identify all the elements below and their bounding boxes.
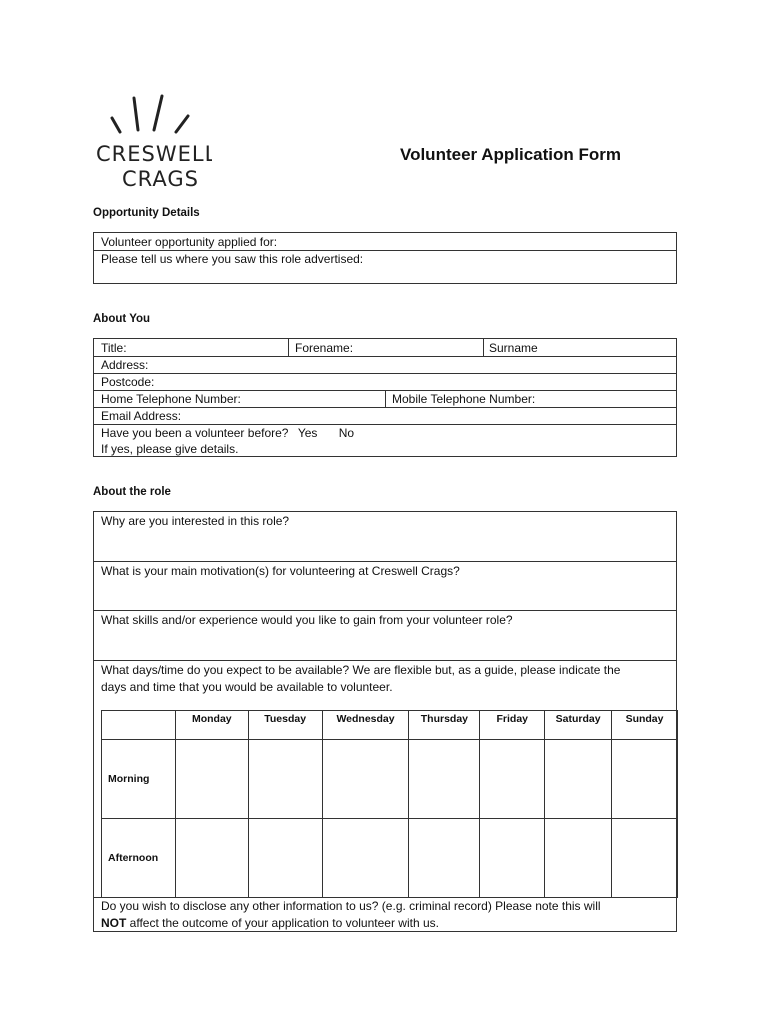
morning-saturday-cell[interactable] — [545, 740, 612, 819]
day-sunday: Sunday — [612, 711, 678, 740]
afternoon-thursday-cell[interactable] — [409, 819, 480, 898]
day-thursday: Thursday — [409, 711, 480, 740]
afternoon-sunday-cell[interactable] — [612, 819, 678, 898]
volunteer-before-question — [101, 425, 354, 441]
volunteer-before-label: Have you been a volunteer before? — [101, 426, 289, 440]
morning-sunday-cell[interactable] — [612, 740, 678, 819]
morning-label: Morning — [102, 740, 176, 819]
motivation-question[interactable]: What is your main motivation(s) for volunteering at Creswell Crags? — [101, 564, 460, 578]
opportunity-box — [93, 232, 677, 284]
postcode-field[interactable]: Postcode: — [101, 375, 155, 389]
morning-thursday-cell[interactable] — [409, 740, 480, 819]
about-you-heading: About You — [93, 313, 151, 325]
day-saturday: Saturday — [545, 711, 612, 740]
morning-friday-cell[interactable] — [480, 740, 545, 819]
morning-row — [102, 740, 678, 819]
disclose-not-emphasis: NOT — [101, 916, 127, 930]
disclose-question-line2 — [101, 915, 439, 932]
mobile-telephone-field[interactable]: Mobile Telephone Number: — [392, 392, 536, 406]
availability-table — [101, 710, 678, 898]
availability-header-row — [102, 711, 678, 740]
afternoon-saturday-cell[interactable] — [545, 819, 612, 898]
no-option[interactable]: No — [338, 426, 355, 440]
logo-line1: CRESWELL — [96, 142, 212, 166]
morning-tuesday-cell[interactable] — [248, 740, 322, 819]
page-title: Volunteer Application Form — [400, 145, 622, 164]
applied-for-field[interactable]: Volunteer opportunity applied for: — [101, 235, 278, 249]
about-you-box — [93, 338, 677, 457]
afternoon-wednesday-cell[interactable] — [322, 819, 409, 898]
title-field[interactable]: Title: — [101, 341, 127, 355]
home-telephone-field[interactable]: Home Telephone Number: — [101, 392, 241, 406]
skills-question[interactable]: What skills and/or experience would you like to gain from your volunteer role? — [101, 613, 513, 627]
afternoon-label: Afternoon — [102, 819, 176, 898]
day-wednesday: Wednesday — [322, 711, 409, 740]
disclose-line2-text: affect the outcome of your application to volunteer with us. — [126, 916, 439, 930]
interest-question[interactable]: Why are you interested in this role? — [101, 514, 290, 528]
afternoon-tuesday-cell[interactable] — [248, 819, 322, 898]
afternoon-friday-cell[interactable] — [480, 819, 545, 898]
day-friday: Friday — [480, 711, 545, 740]
creswell-crags-logo — [92, 90, 212, 195]
afternoon-monday-cell[interactable] — [175, 819, 248, 898]
availability-question-line1: What days/time do you expect to be available? We are flexible but, as a guide, please indicate the — [101, 663, 621, 677]
if-yes-details-field[interactable]: If yes, please give details. — [101, 442, 239, 456]
where-seen-field[interactable]: Please tell us where you saw this role advertised: — [101, 252, 364, 266]
afternoon-row — [102, 819, 678, 898]
about-role-box — [93, 511, 677, 932]
email-field[interactable]: Email Address: — [101, 409, 182, 423]
disclose-question-line1[interactable]: Do you wish to disclose any other information to us? (e.g. criminal record) Please note this will — [101, 899, 601, 913]
yes-option[interactable]: Yes — [297, 426, 318, 440]
availability-question-line2: days and time that you would be available to volunteer. — [101, 680, 393, 694]
day-tuesday: Tuesday — [248, 711, 322, 740]
forename-field[interactable]: Forename: — [295, 341, 354, 355]
morning-monday-cell[interactable] — [175, 740, 248, 819]
logo-line2: CRAGS — [122, 167, 200, 191]
about-role-heading: About the role — [93, 486, 171, 498]
day-monday: Monday — [175, 711, 248, 740]
address-field[interactable]: Address: — [101, 358, 149, 372]
morning-wednesday-cell[interactable] — [322, 740, 409, 819]
corner-cell — [102, 711, 176, 740]
opportunity-heading: Opportunity Details — [93, 207, 200, 219]
surname-field[interactable]: Surname — [489, 341, 538, 355]
